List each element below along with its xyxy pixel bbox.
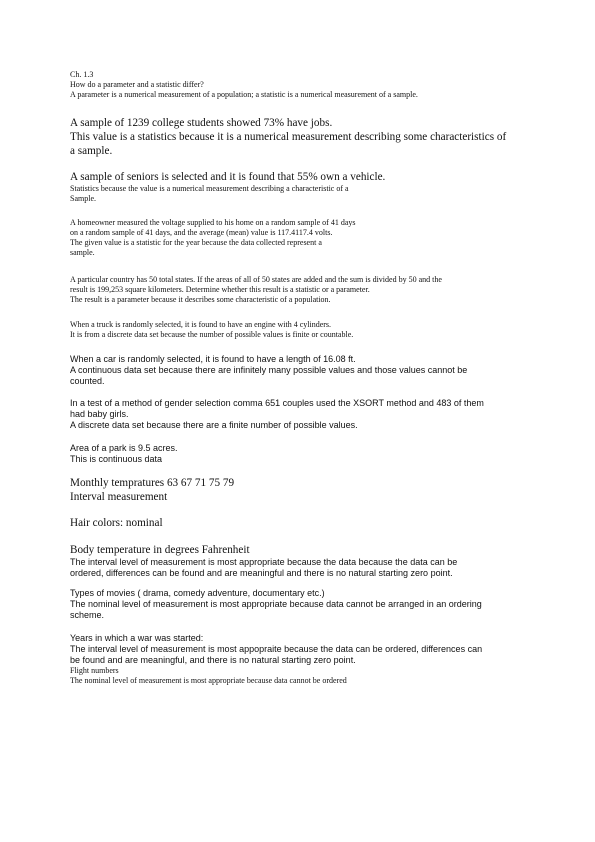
question-prompt: A sample of seniors is selected and it is found that 55% own a vehicle.: [70, 171, 386, 183]
question-block-1: [70, 116, 506, 158]
question-answer-line: Sample.: [70, 194, 96, 203]
question-block-6: [70, 354, 467, 387]
question-answer-line: The given value is a statistic for the year because the data collected represent a: [70, 238, 322, 247]
question-answer: The nominal level of measurement is most appropriate because data cannot be ordered: [70, 676, 347, 685]
question-prompt-line: In a test of a method of gender selection comma 651 couples used the XSORT method and 483 of them: [70, 398, 484, 408]
question-answer-line: ordered, differences can be found and are meaningful and there is no natural starting zero point.: [70, 568, 453, 578]
question-prompt: When a truck is randomly selected, it is found to have an engine with 4 cylinders.: [70, 320, 332, 329]
question-answer-line: counted.: [70, 376, 105, 386]
question-answer: It is from a discrete data set because the number of possible values is finite or countable.: [70, 330, 354, 339]
chapter-heading: Ch. 1.3: [70, 70, 94, 79]
question-prompt-line: A homeowner measured the voltage supplied to his home on a random sample of 41 days: [70, 218, 356, 227]
question-block-10: [70, 516, 163, 530]
question-prompt: Types of movies ( drama, comedy adventure, documentary etc.): [70, 588, 325, 598]
question-prompt: Body temperature in degrees Fahrenheit: [70, 544, 250, 556]
question-prompt-line: result is 199,253 square kilometers. Determine whether this result is a statistic or a parameter.: [70, 285, 370, 294]
question-block-4: [70, 275, 442, 305]
question-prompt-line: on a random sample of 41 days, and the average (mean) value is 117.4117.4 volts.: [70, 228, 333, 237]
intro-answer: A parameter is a numerical measurement of a population; a statistic is a numerical measurement of a sample.: [70, 90, 418, 99]
question-answer-line: This value is a statistics because it is a numerical measurement describing some characteristics of: [70, 131, 507, 143]
question-answer: This is continuous data: [70, 454, 163, 464]
question-block-11: [70, 543, 457, 579]
question-block-3: [70, 218, 356, 258]
question-prompt: Area of a park is 9.5 acres.: [70, 443, 178, 453]
question-block-8: [70, 443, 178, 465]
question-answer: A discrete data set because there are a finite number of possible values.: [70, 420, 358, 430]
question-block-2: [70, 170, 385, 204]
intro-section: [70, 70, 418, 100]
question-answer-line: The interval level of measurement is most appopraite because the data can be ordered, differences can: [70, 644, 483, 654]
intro-question: How do a parameter and a statistic differ?: [70, 80, 204, 89]
question-prompt: A sample of 1239 college students showed 73% have jobs.: [70, 117, 333, 129]
question-answer-line: The interval level of measurement is most appropriate because the data because the data can be: [70, 557, 458, 567]
question-answer-line: sample.: [70, 248, 95, 257]
question-answer-line: A continuous data set because there are infinitely many possible values and those values cannot be: [70, 365, 468, 375]
question-prompt: Years in which a war was started:: [70, 633, 204, 643]
question-block-7: [70, 398, 484, 431]
question-prompt-line: had baby girls.: [70, 409, 129, 419]
question-block-14: [70, 666, 347, 686]
question-block-13: [70, 633, 482, 666]
question-answer-line: a sample.: [70, 145, 113, 157]
question-answer: Interval measurement: [70, 491, 168, 503]
question-answer-line: The nominal level of measurement is most appropriate because data cannot be arranged in an ordering: [70, 599, 482, 609]
question-answer-line: scheme.: [70, 610, 105, 620]
question-block-9: [70, 476, 234, 504]
question-answer-line: Statistics because the value is a numerical measurement describing a characteristic of a: [70, 184, 349, 193]
question-answer: The result is a parameter because it describes some characteristic of a population.: [70, 295, 331, 304]
question-prompt: Monthly tempratures 63 67 71 75 79: [70, 477, 235, 489]
question-answer-line: be found and are meaningful, and there is no natural starting zero point.: [70, 655, 356, 665]
question-prompt: When a car is randomly selected, it is found to have a length of 16.08 ft.: [70, 354, 356, 364]
question-block-5: [70, 320, 353, 340]
question-prompt-line: A particular country has 50 total states. If the areas of all of 50 states are added and the sum is divided by 50 and the: [70, 275, 442, 284]
question-block-12: [70, 588, 482, 621]
question-prompt: Flight numbers: [70, 666, 119, 675]
question-line: Hair colors: nominal: [70, 517, 163, 529]
